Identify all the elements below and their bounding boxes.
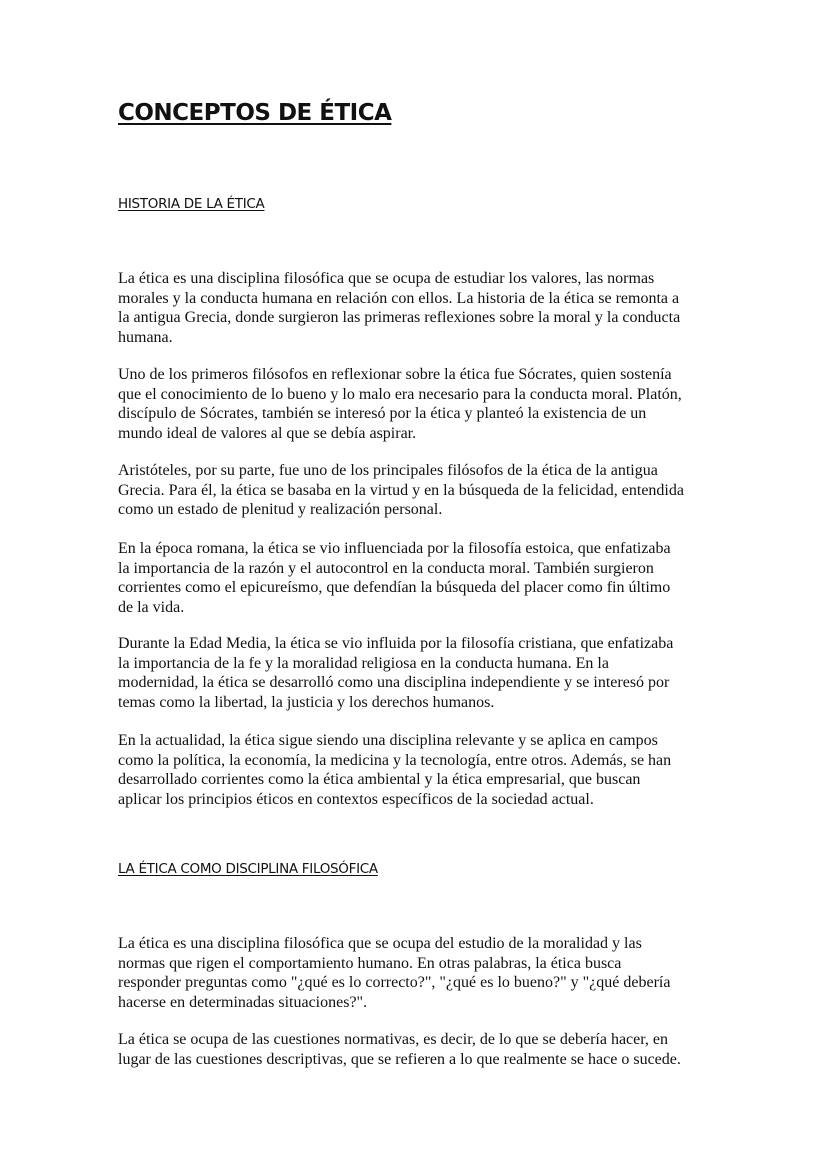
paragraph-historia-1: La ética es una disciplina filosófica que se ocupa de estudiar los valores, las normas morales y la conducta humana en relación con ellos. La historia de la ética se remonta a la antigua Grecia, donde surgieron las primeras reflexiones sobre la moral y la conducta humana. bbox=[118, 270, 681, 346]
paragraph-disciplina-1: La ética es una disciplina filosófica que se ocupa del estudio de la moralidad y las normas que rigen el comportamiento humano. En otras palabras, la ética busca responder preguntas como "¿qué es lo correcto?", "¿qué es lo bueno?" y "¿qué debería hacerse en determinadas situaciones?". bbox=[118, 935, 671, 1011]
paragraph-historia-6: En la actualidad, la ética sigue siendo una disciplina relevante y se aplica en campos como la política, la economía, la medicina y la tecnología, entre otros. Además, se han desarrollado corrientes como la ética ambiental y la ética empresarial, que buscan aplicar los principios éticos en contextos específicos de la sociedad actual. bbox=[118, 732, 672, 808]
section-heading-historia: HISTORIA DE LA ÉTICA bbox=[118, 196, 265, 212]
paragraph-historia-5: Durante la Edad Media, la ética se vio influida por la filosofía cristiana, que enfatizaba la importancia de la fe y la moralidad religiosa en la conducta humana. En la modernidad, la ética se desarrolló como una disciplina independiente y se interesó por temas como la libertad, la justicia y los derechos humanos. bbox=[118, 635, 674, 711]
paragraph-historia-4: En la época romana, la ética se vio influenciada por la filosofía estoica, que enfatizaba la importancia de la razón y el autocontrol en la conducta moral. También surgieron corrientes como el epicureísmo, que defendían la búsqueda del placer como fin último de la vida. bbox=[118, 540, 671, 616]
paragraph-disciplina-2: La ética se ocupa de las cuestiones normativas, es decir, de lo que se debería hacer, en lugar de las cuestiones descriptivas, que se refieren a lo que realmente se hace o sucede. bbox=[118, 1031, 681, 1068]
page-title: CONCEPTOS DE ÉTICA bbox=[118, 100, 392, 126]
paragraph-historia-3: Aristóteles, por su parte, fue uno de los principales filósofos de la ética de la antigua Grecia. Para él, la ética se basaba en la virtud y en la búsqueda de la felicidad, entendida como un estado de plenitud y realización personal. bbox=[118, 462, 684, 518]
paragraph-historia-2: Uno de los primeros filósofos en reflexionar sobre la ética fue Sócrates, quien sostenía que el conocimiento de lo bueno y lo malo era necesario para la conducta moral. Platón, discípulo de Sócrates, también se interesó por la ética y planteó la existencia de un mundo ideal de valores al que se debía aspirar. bbox=[118, 366, 682, 442]
section-heading-disciplina: LA ÉTICA COMO DISCIPLINA FILOSÓFICA bbox=[118, 861, 378, 877]
